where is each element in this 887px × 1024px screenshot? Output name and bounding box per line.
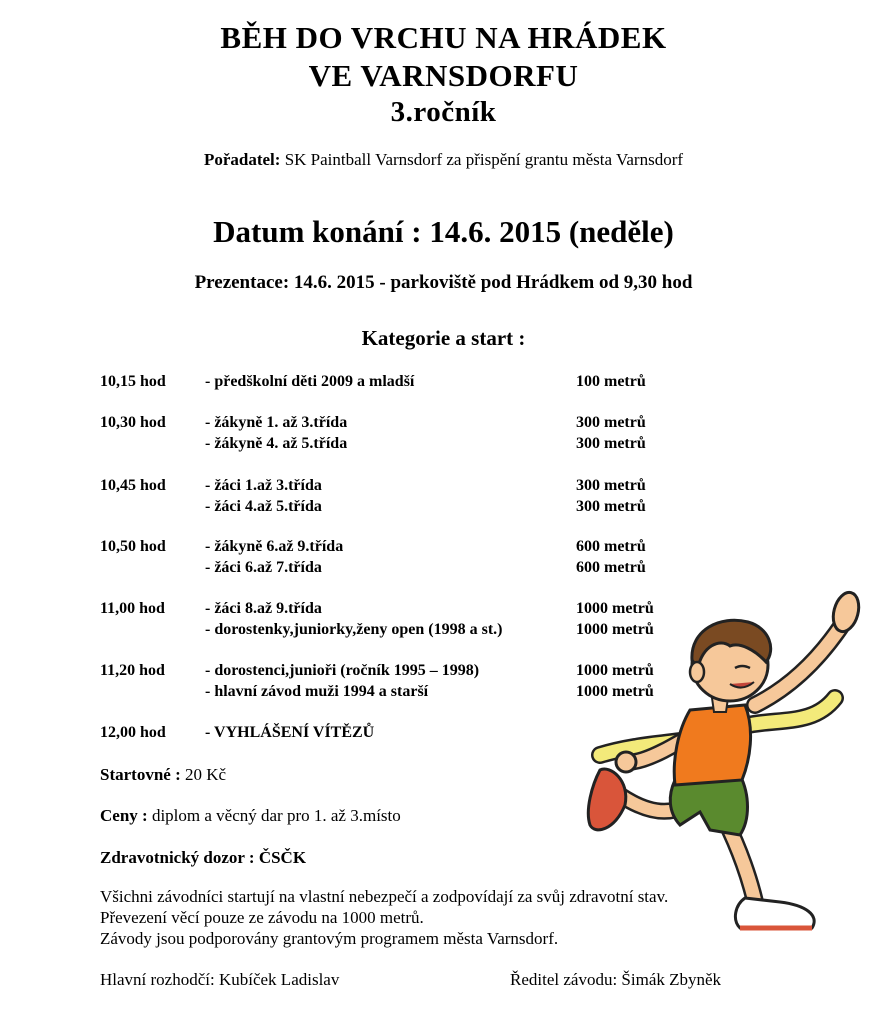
- schedule-category: - předškolní děti 2009 a mladší: [205, 373, 415, 390]
- schedule-category: - žáci 8.až 9.třída: [205, 600, 322, 617]
- schedule-time: 10,15 hod: [100, 373, 166, 390]
- schedule-time: 10,50 hod: [100, 538, 166, 555]
- schedule-distance: 1000 metrů: [576, 662, 654, 679]
- schedule-distance: 100 metrů: [576, 373, 646, 390]
- organizer-label: Pořadatel:: [203, 150, 281, 169]
- title-line-1: BĚH DO VRCHU NA HRÁDEK: [220, 20, 667, 55]
- entry-fee-label: Startovné :: [100, 765, 181, 784]
- schedule-distance: 300 metrů: [576, 414, 646, 431]
- medical-supervision: [100, 848, 306, 868]
- schedule-distance: 1000 metrů: [576, 621, 654, 638]
- medical-label: Zdravotnický dozor :: [100, 848, 255, 867]
- schedule-distance: 300 metrů: [576, 477, 646, 494]
- schedule-category: - žákyně 1. až 3.třída: [205, 414, 348, 431]
- schedule-time: 10,30 hod: [100, 414, 166, 431]
- schedule-category: - dorostenky,juniorky,ženy open (1998 a st.): [205, 621, 503, 638]
- title-line-2: VE VARNSDORFU: [308, 58, 579, 93]
- note-line: Převezení věcí pouze ze závodu na 1000 metrů.: [100, 908, 424, 927]
- prizes: [100, 806, 401, 826]
- prizes-value: diplom a věcný dar pro 1. až 3.místo: [151, 806, 401, 825]
- schedule-category: - žáci 1.až 3.třída: [205, 477, 322, 494]
- head-referee: Hlavní rozhodčí: Kubíček Ladislav: [100, 970, 340, 989]
- schedule-time: 11,20 hod: [100, 662, 165, 679]
- schedule-time: 11,00 hod: [100, 600, 165, 617]
- schedule-time: 10,45 hod: [100, 477, 166, 494]
- schedule-category: - hlavní závod muži 1994 a starší: [205, 683, 429, 700]
- categories-heading: Kategorie a start :: [361, 326, 526, 350]
- race-director: Ředitel závodu: Šimák Zbyněk: [510, 970, 722, 989]
- runner-illustration: [580, 580, 870, 940]
- schedule-category: - VYHLÁŠENÍ VÍTĚZŮ: [205, 724, 375, 741]
- schedule-time: 12,00 hod: [100, 724, 166, 741]
- entry-fee: [100, 765, 226, 785]
- schedule-distance: 600 metrů: [576, 559, 646, 576]
- schedule-distance: 1000 metrů: [576, 683, 654, 700]
- schedule-category: - žáci 4.až 5.třída: [205, 498, 322, 515]
- schedule-category: - žákyně 6.až 9.třída: [205, 538, 344, 555]
- title-line-3: 3.ročník: [390, 96, 497, 128]
- entry-fee-value: 20 Kč: [184, 765, 227, 784]
- schedule-category: - žákyně 4. až 5.třída: [205, 435, 348, 452]
- schedule-distance: 300 metrů: [576, 498, 646, 515]
- organizer-value: SK Paintball Varnsdorf za přispění grantu města Varnsdorf: [284, 150, 684, 169]
- schedule-distance: 600 metrů: [576, 538, 646, 555]
- schedule-category: - dorostenci,junioři (ročník 1995 – 1998): [205, 662, 480, 679]
- prizes-label: Ceny :: [100, 806, 148, 825]
- registration-info: Prezentace: 14.6. 2015 - parkoviště pod Hrádkem od 9,30 hod: [194, 272, 693, 293]
- schedule-category: - žáci 6.až 7.třída: [205, 559, 322, 576]
- schedule-distance: 1000 metrů: [576, 600, 654, 617]
- event-date: Datum konání : 14.6. 2015 (neděle): [213, 214, 674, 249]
- schedule-distance: 300 metrů: [576, 435, 646, 452]
- note-line: Všichni závodníci startují na vlastní nebezpečí a zodpovídají za svůj zdravotní stav.: [100, 887, 669, 906]
- organizer: [0, 150, 887, 170]
- note-line: Závody jsou podporovány grantovým programem města Varnsdorf.: [100, 929, 559, 948]
- medical-value: ČSČK: [258, 848, 307, 867]
